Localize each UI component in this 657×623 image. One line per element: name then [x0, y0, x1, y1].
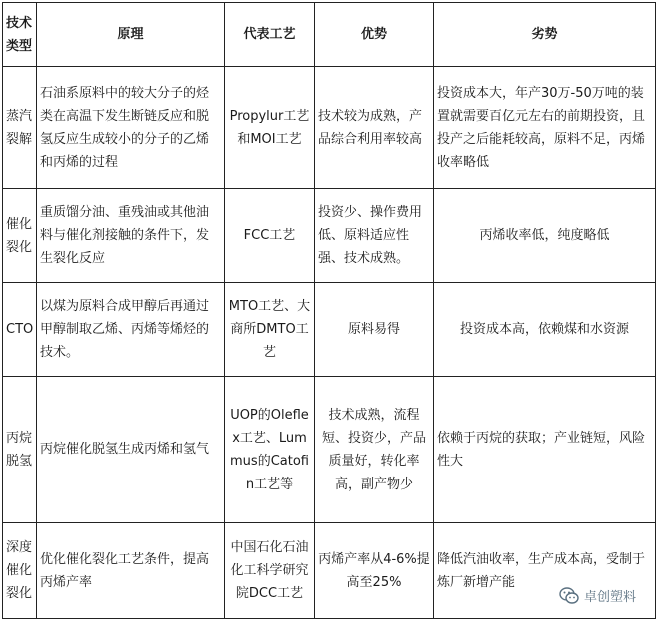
row-disadvantage: 投资成本高，依赖煤和水资源 [434, 283, 656, 377]
row-type: 丙烷脱氢 [3, 377, 37, 523]
watermark [556, 586, 639, 605]
table-row [3, 283, 656, 377]
row-type: 深度催化裂化 [3, 523, 37, 619]
header-row [3, 3, 656, 67]
header-type: 技术类型 [3, 3, 37, 67]
header-disadvantage: 劣势 [434, 3, 656, 67]
row-principle: 石油系原料中的较大分子的烃类在高温下发生断链反应和脱氢反应生成较小的分子的乙烯和丙烯的过程 [37, 67, 225, 189]
row-type: 催化裂化 [3, 189, 37, 283]
row-advantage: 技术成熟，流程短、投资少，产品质量好，转化率高，副产物少 [315, 377, 434, 523]
row-advantage: 原料易得 [315, 283, 434, 377]
wechat-icon [559, 587, 579, 605]
row-disadvantage: 降低汽油收率，生产成本高，受制于炼厂新增产能 [434, 523, 656, 619]
row-disadvantage: 丙烯收率低，纯度略低 [434, 189, 656, 283]
table-row [3, 67, 656, 189]
row-process: MTO工艺、大商所DMTO工艺 [225, 283, 315, 377]
row-process: UOP的Oleflex工艺、Lummus的Catofin工艺等 [225, 377, 315, 523]
row-process: Propylur工艺和MOI工艺 [225, 67, 315, 189]
row-principle: 重质馏分油、重残油或其他油料与催化剂接触的条件下，发生裂化反应 [37, 189, 225, 283]
row-type: CTO [3, 283, 37, 377]
process-comparison-table [2, 2, 656, 619]
header-advantage: 优势 [315, 3, 434, 67]
row-disadvantage: 依赖于丙烷的获取；产业链短，风险性大 [434, 377, 656, 523]
table-row [3, 189, 656, 283]
row-type: 蒸汽裂解 [3, 67, 37, 189]
header-process: 代表工艺 [225, 3, 315, 67]
row-process: 中国石化石油化工科学研究院DCC工艺 [225, 523, 315, 619]
row-process: FCC工艺 [225, 189, 315, 283]
table-row [3, 377, 656, 523]
row-principle: 以煤为原料合成甲醇后再通过甲醇制取乙烯、丙烯等烯烃的技术。 [37, 283, 225, 377]
row-disadvantage: 投资成本大，年产30万-50万吨的装置就需要百亿元左右的前期投资，且投产之后能耗较高，原料不足，丙烯收率略低 [434, 67, 656, 189]
row-advantage: 技术较为成熟，产品综合利用率较高 [315, 67, 434, 189]
row-principle: 丙烷催化脱氢生成丙烯和氢气 [37, 377, 225, 523]
row-principle: 优化催化裂化工艺条件，提高丙烯产率 [37, 523, 225, 619]
row-advantage: 投资少、操作费用低、原料适应性强、技术成熟。 [315, 189, 434, 283]
watermark-text: 卓创塑料 [583, 590, 636, 605]
row-advantage: 丙烯产率从4-6%提高至25% [315, 523, 434, 619]
header-principle: 原理 [37, 3, 225, 67]
